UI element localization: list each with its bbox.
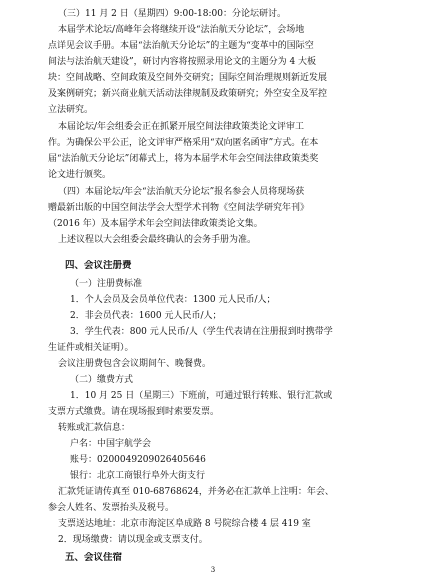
account-name: 户名：中国宇航学会 [70, 439, 152, 449]
page-number: 3 [210, 566, 216, 574]
paragraph-line: 届“法治航天分论坛”闭幕式上，将为本届学术年会空间法律政策类奖 [48, 154, 319, 164]
paragraph-line: 本届论坛/年会组委会正在抓紧开展空间法律政策类论文评审工 [58, 122, 305, 132]
cheque-address: 支票送达地址：北京市海淀区阜成路 8 号院综合楼 4 层 419 室 [58, 519, 311, 529]
paragraph-line: 块：空间战略、空间政策及空间外交研究；国际空间治理规则新近发展 [48, 73, 328, 83]
fee-item: 1．个人会员及会员单位代表：1300 元人民币/人； [70, 295, 276, 305]
agenda-item-3: （三）11 月 2 日（星期四）9:00-18:00：分论坛研讨。 [58, 9, 286, 19]
section-heading-registration-fee: 四、会议注册费 [65, 260, 132, 271]
paragraph-line: （2016 年）及本届学术年会空间法律政策类论文集。 [48, 219, 263, 229]
fee-item: 3．学生代表：800 元人民币/人（学生代表请在注册报到时携带学 [70, 327, 333, 337]
paragraph-line: 立法研究。 [48, 105, 94, 115]
agenda-item-4: （四）本届论坛/年会“法治航天分论坛”报名参会人员将现场获 [58, 187, 305, 197]
paragraph-line: 及案例研究；新兴商业航天活动法律规制及政策研究；外空安全及军控 [48, 89, 328, 99]
paragraph-line: 赠最新出版的中国空间法学会大型学术刊物《空间法学研究年刊》 [48, 203, 310, 213]
payment-item: 1．10 月 25 日（星期三）下班前，可通过银行转账、银行汇款或 [70, 391, 333, 401]
fee-item: 2．非会员代表：1600 元人民币/人； [70, 311, 222, 321]
paragraph-line: 作。为确保公平公正，论文评审严格采用“双向匿名函审”方式。在本 [48, 138, 319, 148]
transfer-info-label: 转账或汇款信息： [58, 423, 131, 433]
paragraph-line: 会议注册费包含会议期间午、晚餐费。 [58, 359, 212, 369]
payment-item: 2．现场缴费：请以现金或支票支付。 [58, 535, 208, 545]
paragraph-line: 间法与法治航天建设”，研讨内容将按照录用论文的主题分为 4 大板 [48, 57, 317, 67]
subheading-fee-standard: （一）注册费标准 [70, 279, 143, 289]
paragraph-line: 汇款凭证请传真至 010-68768624，并务必在汇款单上注明：年会、 [58, 487, 334, 497]
paragraph-line: 支票方式缴费。请在现场报到时索要发票。 [48, 407, 220, 417]
subheading-payment-method: （二）缴费方式 [70, 375, 134, 385]
account-number: 账号：0200049209026405646 [70, 455, 206, 465]
paragraph-line: 本届学术论坛/高峰年会将继续开设“法治航天分论坛”，会场地 [58, 25, 305, 35]
bank-name: 银行：北京工商银行阜外大街支行 [70, 471, 206, 481]
paragraph-line: 上述议程以大会组委会最终确认的会务手册为准。 [58, 235, 257, 245]
paragraph-line: 参会人姓名、发票抬头及税号。 [48, 503, 175, 513]
paragraph-line: 论文进行颁奖。 [48, 170, 112, 180]
section-heading-accommodation: 五、会议住宿 [65, 552, 123, 563]
paragraph-line: 点详见会议手册。本届“法治航天分论坛”的主题为“变革中的国际空 [48, 41, 314, 51]
paragraph-line: 生证件或相关证明）。 [48, 343, 134, 353]
